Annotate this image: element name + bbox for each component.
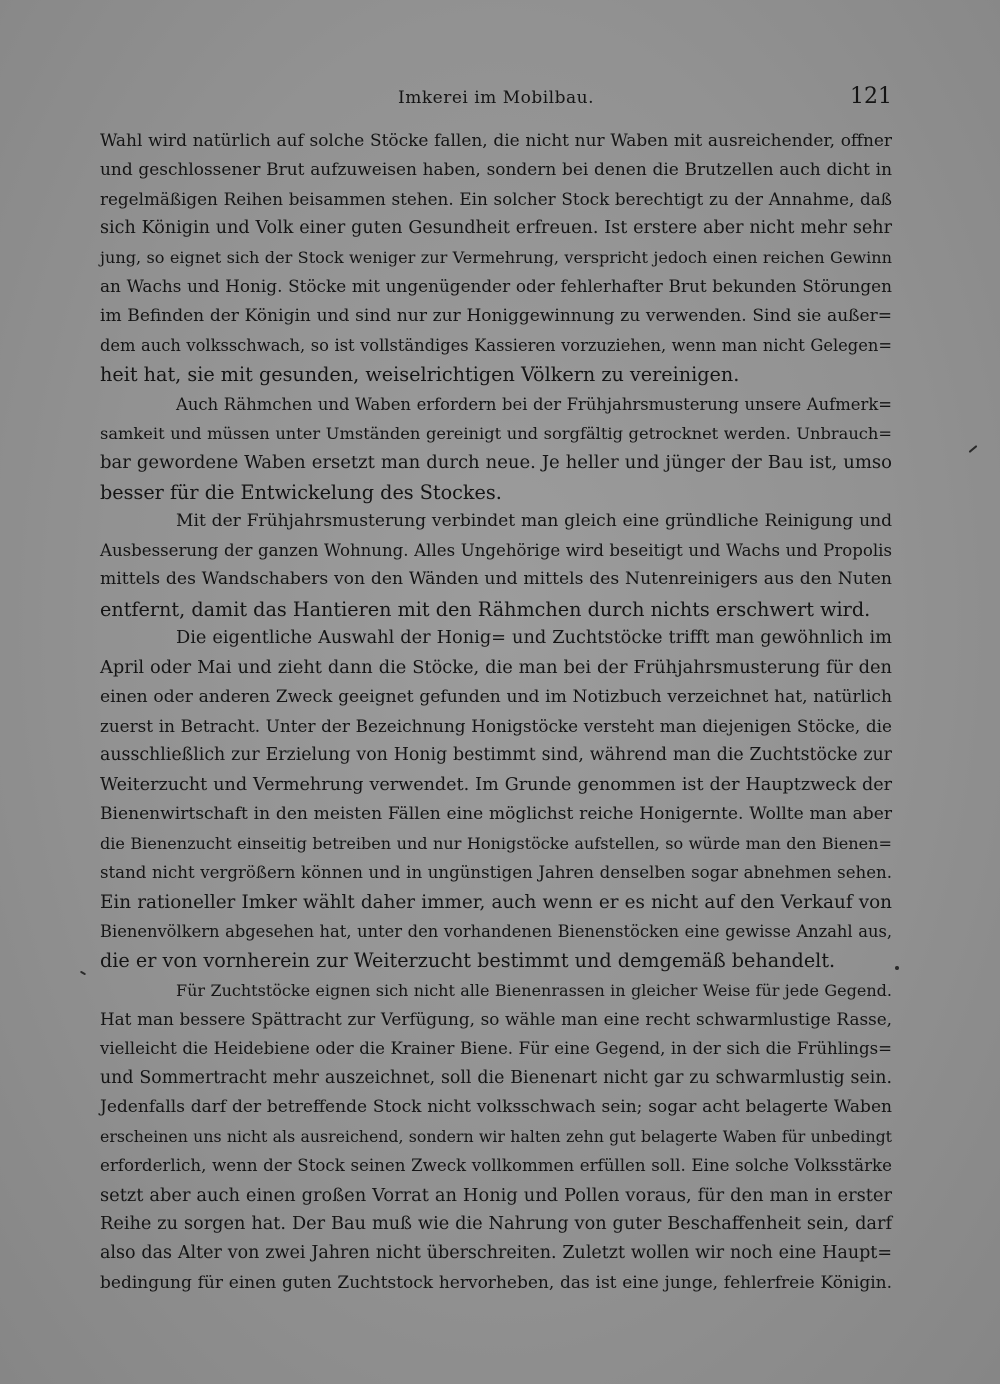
- text-line: entfernt, damit das Hantieren mit den Rähmchen durch nichts erschwert wird.: [100, 597, 871, 621]
- text-line: samkeit und müssen unter Umständen gereinigt und sorgfältig getrocknet werden. Unbrauch=: [100, 423, 892, 443]
- paragraph-start-line: Mit der Frühjahrsmusterung verbindet man gleich eine gründliche Reinigung und: [176, 510, 892, 531]
- ink-speck: [80, 971, 86, 976]
- paragraph-start-line: Die eigentliche Auswahl der Honig= und Zuchtstöcke trifft man gewöhnlich im: [176, 628, 892, 649]
- paragraph-start-line: Auch Rähmchen und Waben erfordern bei der Frühjahrsmusterung unsere Aufmerk=: [176, 394, 892, 414]
- text-line: dem auch volksschwach, so ist vollständiges Kassieren vorzuziehen, wenn man nicht Gelegen=: [100, 336, 892, 356]
- text-line: die er von vornherein zur Weiterzucht bestimmt und demgemäß behandelt.: [100, 949, 836, 973]
- text-line: zuerst in Betracht. Unter der Bezeichnung Honigstöcke versteht man diejenigen Stöcke, die: [100, 715, 892, 736]
- text-line: Bienenvölkern abgesehen hat, unter den vorhandenen Bienenstöcken eine gewisse Anzahl aus,: [100, 922, 892, 942]
- page-number: 121: [850, 84, 892, 109]
- text-line: jung, so eignet sich der Stock weniger zur Vermehrung, verspricht jedoch einen reichen Gewinn: [100, 248, 892, 268]
- text-line: regelmäßigen Reihen beisammen stehen. Ein solcher Stock berechtigt zu der Annahme, daß: [100, 188, 892, 209]
- text-line: mittels des Wandschabers von den Wänden und mittels des Nutenreinigers aus den Nuten: [100, 569, 892, 590]
- text-line: bedingung für einen guten Zuchtstock hervorheben, das ist eine junge, fehlerfreie Königin.: [100, 1272, 892, 1293]
- text-line: und Sommertracht mehr auszeichnet, soll die Bienenart nicht gar zu schwarmlustig sein.: [100, 1067, 892, 1088]
- text-line: an Wachs und Honig. Stöcke mit ungenügender oder fehlerhafter Brut bekunden Störungen: [100, 276, 892, 297]
- text-line: Ein rationeller Imker wählt daher immer, auch wenn er es nicht auf den Verkauf von: [100, 891, 892, 913]
- text-line: Wahl wird natürlich auf solche Stöcke fallen, die nicht nur Waben mit ausreichender, offner: [100, 130, 892, 150]
- text-line: Bienenwirtschaft in den meisten Fällen eine möglichst reiche Honigernte. Wollte man aber: [100, 803, 892, 824]
- text-line: sich Königin und Volk einer guten Gesundheit erfreuen. Ist erstere aber nicht mehr sehr: [100, 217, 892, 238]
- ink-speck: [969, 445, 978, 453]
- text-line: heit hat, sie mit gesunden, weiselrichtigen Völkern zu vereinigen.: [100, 363, 740, 387]
- body-text: [100, 126, 892, 1298]
- text-line: Weiterzucht und Vermehrung verwendet. Im Grunde genommen ist der Hauptzweck der: [100, 774, 892, 795]
- text-line: stand nicht vergrößern können und in ungünstigen Jahren denselben sogar abnehmen sehen.: [100, 863, 892, 883]
- text-line: vielleicht die Heidebiene oder die Krainer Biene. Für eine Gegend, in der sich die Frühlings=: [100, 1039, 892, 1059]
- text-line: Ausbesserung der ganzen Wohnung. Alles Ungehörige wird beseitigt und Wachs und Propolis: [100, 541, 892, 561]
- text-line: Reihe zu sorgen hat. Der Bau muß wie die Nahrung von guter Beschaffenheit sein, darf: [100, 1213, 892, 1234]
- text-line: und geschlossener Brut aufzuweisen haben, sondern bei denen die Brutzellen auch dicht in: [100, 159, 892, 180]
- running-header: [100, 84, 892, 114]
- text-line: erscheinen uns nicht als ausreichend, sondern wir halten zehn gut belagerte Waben für unbedingt: [100, 1127, 892, 1147]
- text-line: die Bienenzucht einseitig betreiben und nur Honigstöcke aufstellen, so würde man den Bienen=: [100, 834, 892, 854]
- text-line: also das Alter von zwei Jahren nicht überschreiten. Zuletzt wollen wir noch eine Haupt=: [100, 1243, 892, 1264]
- text-line: erforderlich, wenn der Stock seinen Zweck vollkommen erfüllen soll. Eine solche Volksstärke: [100, 1156, 892, 1176]
- paragraph-start-line: Für Zuchtstöcke eignen sich nicht alle Bienenrassen in gleicher Weise für jede Gegend.: [176, 980, 892, 1000]
- text-line: Jedenfalls darf der betreffende Stock nicht volksschwach sein; sogar acht belagerte Waben: [100, 1096, 892, 1117]
- running-title: Imkerei im Mobilbau.: [398, 88, 594, 108]
- text-line: ausschließlich zur Erzielung von Honig bestimmt sind, während man die Zuchtstöcke zur: [100, 745, 892, 766]
- text-line: bar gewordene Waben ersetzt man durch neue. Je heller und jünger der Bau ist, umso: [100, 452, 892, 474]
- text-line: Hat man bessere Spättracht zur Verfügung, so wähle man eine recht schwarmlustige Rasse,: [100, 1008, 892, 1029]
- text-line: einen oder anderen Zweck geeignet gefunden und im Notizbuch verzeichnet hat, natürlich: [100, 686, 892, 707]
- text-line: setzt aber auch einen großen Vorrat an Honig und Pollen voraus, für den man in erster: [100, 1184, 892, 1206]
- ink-speck: [895, 966, 899, 970]
- text-line: besser für die Entwickelung des Stockes.: [100, 480, 502, 504]
- text-line: im Befinden der Königin und sind nur zur Honiggewinnung zu verwenden. Sind sie außer=: [100, 305, 892, 326]
- text-line: April oder Mai und zieht dann die Stöcke, die man bei der Frühjahrsmusterung für den: [100, 657, 892, 679]
